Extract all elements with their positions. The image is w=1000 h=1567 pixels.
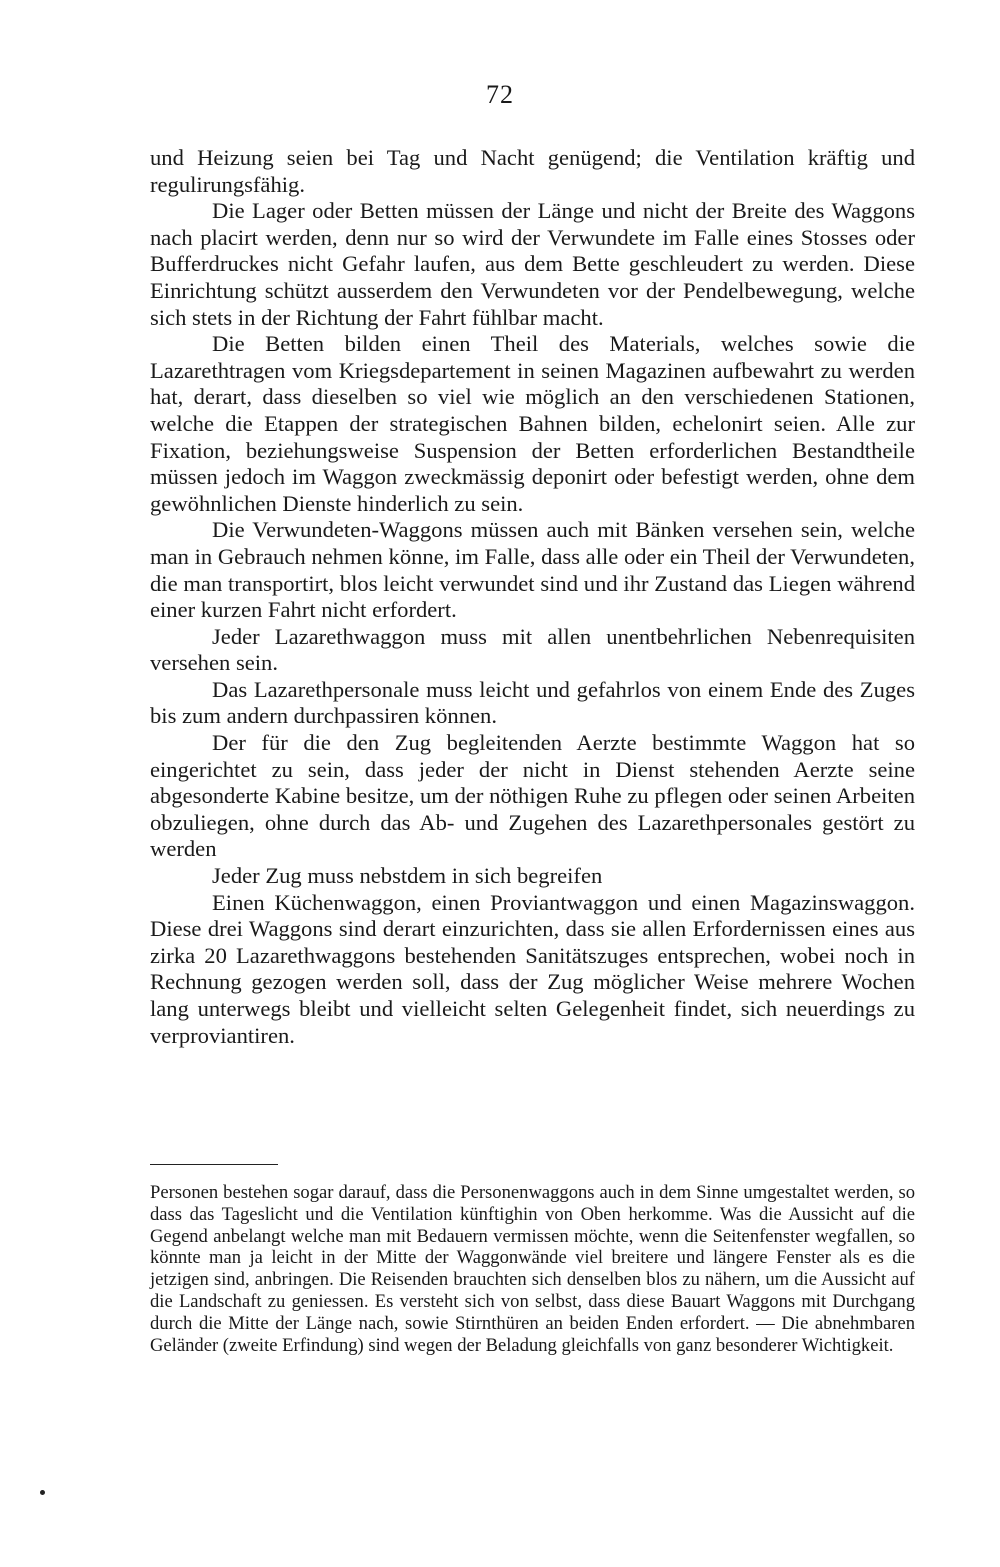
paragraph-personnel-passage: Das Lazarethpersonale muss leicht und gefahrlos von einem Ende des Zuges bis zum andern durchpassiren können. — [150, 676, 915, 729]
main-text — [150, 145, 915, 1049]
footnote: Personen bestehen sogar darauf, dass die Personenwaggons auch in dem Sinne umgestaltet werden, so dass das Tageslicht und die Ventilation künftighin von Oben herkomme. Was die Aussicht auf die Gegend anbelangt welche man mit Bedauern vermissen möchte, wenn die Seitenfenster wegfallen, so könnte man ja leicht in der Mitte der Waggonwände viel breitere und längere Fenster als es die jetzigen sind, anbringen. Die Reisenden brauchten sich denselben blos zu nähern, um die Aussicht auf die Landschaft zu geniessen. Es versteht sich von selbst, dass diese Bauart Waggons mit Durchgang durch die Mitte der Länge nach, sowie Stirnthüren an beiden Enden erfordert. — Die abnehmbaren Geländer (zweite Erfindung) sind wegen der Beladung gleichfalls von ganz besonderer Wichtigkeit. — [150, 1182, 915, 1356]
paragraph-beds-material: Die Betten bilden einen Theil des Materials, welches sowie die Lazarethtragen vom Kriegsdepartement in seinen Magazinen aufbewahrt zu werden hat, derart, dass dieselben so viel wie möglich an den verschiedenen Stationen, welche die Etappen der strategischen Bahnen bilden, echelonirt seien. Alle zur Fixation, beziehungsweise Suspension der Betten erforderlichen Bestandtheile müssen jedoch im Waggon zweckmässig deponirt oder befestigt werden, ohne dem gewöhnlichen Dienste hinderlich zu sein. — [150, 331, 915, 516]
paragraph-continuation: und Heizung seien bei Tag und Nacht genügend; die Ventilation kräftig und regulirungsfähig. — [150, 145, 915, 197]
stray-ink-dot — [40, 1490, 45, 1495]
footnote-divider — [150, 1164, 278, 1165]
paragraph-train-contents-intro: Jeder Zug muss nebstdem in sich begreifen — [212, 863, 603, 889]
paragraph-requisites: Jeder Lazarethwaggon muss mit allen unentbehrlichen Nebenrequisiten versehen sein. — [150, 623, 915, 676]
paragraph-beds-placement: Die Lager oder Betten müssen der Länge und nicht der Breite des Waggons nach placirt werden, denn nur so wird der Verwundete im Falle eines Stosses oder Bufferdruckes nicht Gefahr laufen, aus dem Bette geschleudert zu werden. Diese Einrichtung schützt ausserdem den Verwundeten vor der Pendelbewegung, welche sich stets in der Richtung der Fahrt fühlbar macht. — [150, 198, 915, 330]
page-number: 72 — [486, 80, 514, 109]
paragraph-doctors-waggon: Der für die den Zug begleitenden Aerzte bestimmte Waggon hat so eingerichtet zu sein, dass jeder der nicht in Dienst stehenden Aerzte seine abgesonderte Kabine besitze, um der nöthigen Ruhe zu pflegen oder seinen Arbeiten obzuliegen, ohne durch das Ab- und Zugehen des Lazarethpersonales gestört zu werden — [150, 730, 915, 862]
paragraph-kitchen-provisions: Einen Küchenwaggon, einen Proviantwaggon und einen Magazinswaggon. Diese drei Waggons sind derart einzurichten, dass sie allen Erfordernissen eines aus zirka 20 Lazarethwaggons bestehenden Sanitätszuges entsprechen, wobei noch in Rechnung gezogen werden soll, dass der Zug möglicher Weise mehrere Wochen lang unterwegs bleibt und vielleicht selten Gelegenheit findet, sich neuerdings zu verproviantiren. — [150, 889, 915, 1048]
paragraph-benches: Die Verwundeten-Waggons müssen auch mit Bänken versehen sein, welche man in Gebrauch nehmen könne, im Falle, dass alle oder ein Theil der Verwundeten, die man transportirt, blos leicht verwundet sind und ihr Zustand das Liegen während einer kurzen Fahrt nicht erfordert. — [150, 517, 915, 623]
